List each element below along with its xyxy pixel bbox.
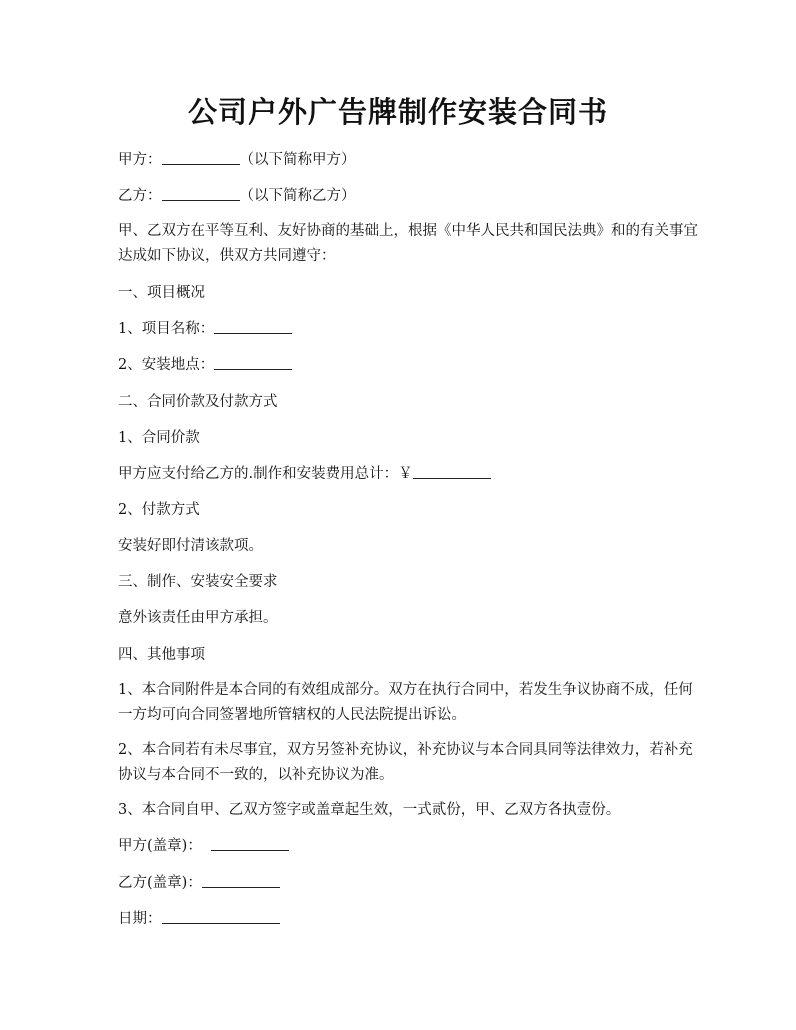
price-total-label: 甲方应支付给乙方的.制作和安装费用总计：￥: [118, 466, 413, 482]
project-name-label: 1、项目名称：: [118, 321, 215, 337]
party-a-label: 甲方：: [118, 152, 162, 168]
preamble-paragraph: 甲、乙双方在平等互利、友好协商的基础上，根据《中华人民共和国民法典》和的有关事宜达成如下协议，供双方共同遵守：: [118, 223, 698, 264]
party-b-note: （以下简称乙方）: [239, 188, 356, 204]
other-item-2: 2、本合同若有未尽事宜，双方另签补充协议，补充协议与本合同具同等法律效力，若补充协议与本合同不一致的，以补充协议为准。: [118, 742, 693, 783]
payment-method-heading: 2、付款方式: [118, 502, 200, 518]
party-b-blank: [162, 186, 240, 201]
party-b-line: [118, 184, 698, 208]
project-name-line: [118, 317, 698, 341]
install-location-label: 2、安装地点：: [118, 357, 215, 373]
document-title: 公司户外广告牌制作安装合同书: [187, 95, 608, 129]
date-label: 日期：: [118, 911, 162, 927]
party-a-signature-blank: [211, 836, 289, 851]
section1-heading: 一、项目概况: [118, 285, 205, 301]
safety-text: 意外该责任由甲方承担。: [118, 610, 278, 626]
date-blank: [162, 909, 280, 924]
party-b-label: 乙方：: [118, 188, 162, 204]
other-item-1: 1、本合同附件是本合同的有效组成部分。双方在执行合同中，若发生争议协商不成，任何一方均可向合同签署地所管辖权的人民法院提出诉讼。: [118, 682, 693, 723]
party-a-signature-line: [118, 834, 698, 858]
price-total-blank: [413, 464, 491, 479]
party-a-line: [118, 148, 698, 172]
party-b-signature-line: [118, 871, 698, 895]
section2-heading: 二、合同价款及付款方式: [118, 394, 278, 410]
party-a-note: （以下简称甲方）: [239, 152, 356, 168]
project-name-blank: [214, 319, 292, 334]
price-total-line: [118, 462, 698, 486]
party-b-signature-blank: [202, 873, 280, 888]
section3-heading: 三、制作、安装安全要求: [118, 574, 278, 590]
contract-price-heading: 1、合同价款: [118, 430, 200, 446]
install-location-line: [118, 353, 698, 377]
payment-text: 安装好即付清该款项。: [118, 538, 263, 554]
date-line: [118, 907, 698, 931]
section4-heading: 四、其他事项: [118, 647, 205, 663]
party-b-signature-label: 乙方(盖章)：: [118, 875, 202, 891]
party-a-blank: [162, 150, 240, 165]
other-item-3: 3、本合同自甲、乙双方签字或盖章起生效，一式贰份，甲、乙双方各执壹份。: [118, 802, 621, 818]
party-a-signature-label: 甲方(盖章)：: [118, 838, 202, 854]
install-location-blank: [214, 355, 292, 370]
